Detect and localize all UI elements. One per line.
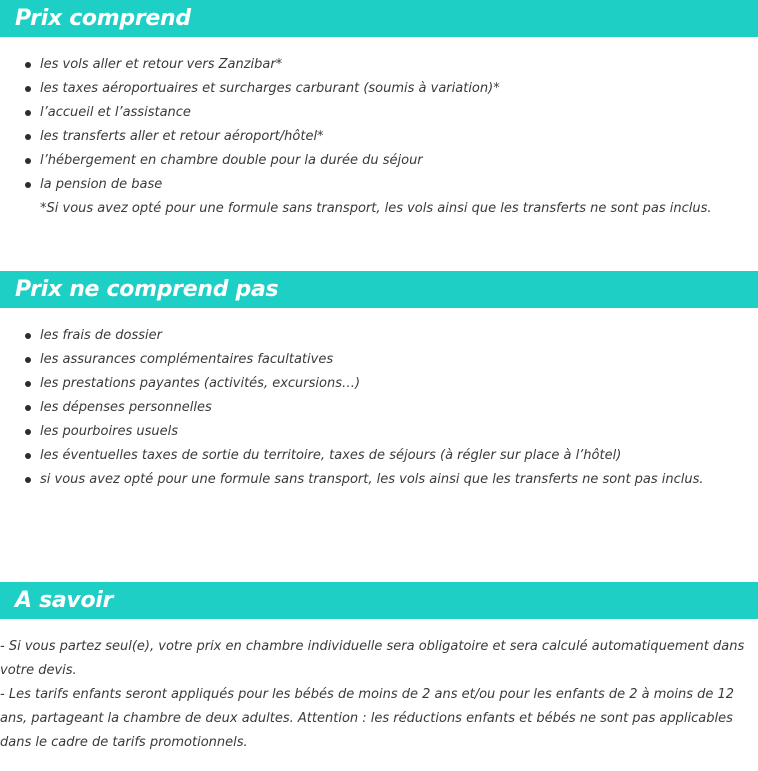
- section-header-prix-ne-comprend-pas: [0, 271, 758, 308]
- bullet-icon: [25, 381, 31, 387]
- bullet-icon: [25, 158, 31, 164]
- list-item-text: les frais de dossier: [40, 328, 163, 343]
- list-item: [0, 53, 500, 77]
- section-title: A savoir: [15, 588, 114, 613]
- bullet-icon: [25, 453, 31, 459]
- info-paragraph-single-room: - Si vous partez seul(e), votre prix en chambre individuelle sera obligatoire et sera calculé automatiquement dans votre devis.: [0, 639, 745, 678]
- list-item-text: les prestations payantes (activités, excursions…): [40, 376, 361, 391]
- list-item: [0, 468, 704, 492]
- section-header-a-savoir: [0, 582, 758, 619]
- list-item-text: les taxes aéroportuaires et surcharges carburant (soumis à variation)*: [40, 81, 500, 96]
- excluded-list: [0, 324, 704, 492]
- info-paragraph-child-rates: - Les tarifs enfants seront appliqués pour les bébés de moins de 2 ans et/ou pour les enfants de 2 à moins de 12 ans, partageant la chambre de deux adultes. Attention : les réductions enfants et bébés ne sont pas applicables dans le cadre de tarifs promotionnels.: [0, 687, 735, 750]
- bullet-icon: [25, 477, 31, 483]
- section-title: Prix comprend: [15, 6, 191, 31]
- bullet-icon: [25, 429, 31, 435]
- list-item: [0, 444, 704, 468]
- bullet-icon: [25, 182, 31, 188]
- list-item: [0, 101, 500, 125]
- list-item-text: les dépenses personnelles: [40, 400, 212, 415]
- list-item-text: les vols aller et retour vers Zanzibar*: [40, 57, 283, 72]
- section-title: Prix ne comprend pas: [15, 277, 279, 302]
- list-item-text: les transferts aller et retour aéroport/hôtel*: [40, 129, 324, 144]
- list-item-text: si vous avez opté pour une formule sans transport, les vols ainsi que les transferts ne sont pas inclus.: [40, 472, 704, 487]
- list-item: [0, 149, 500, 173]
- included-list: [0, 53, 500, 197]
- bullet-icon: [25, 110, 31, 116]
- bullet-icon: [25, 134, 31, 140]
- list-item-text: l’accueil et l’assistance: [40, 105, 191, 120]
- bullet-icon: [25, 62, 31, 68]
- list-item: [0, 125, 500, 149]
- list-item: [0, 324, 704, 348]
- bullet-icon: [25, 333, 31, 339]
- list-item-text: les assurances complémentaires facultatives: [40, 352, 334, 367]
- bullet-icon: [25, 405, 31, 411]
- list-item-text: les pourboires usuels: [40, 424, 179, 439]
- list-item: [0, 77, 500, 101]
- list-item: [0, 173, 500, 197]
- bullet-icon: [25, 357, 31, 363]
- transport-note: *Si vous avez opté pour une formule sans transport, les vols ainsi que les transferts ne sont pas inclus.: [40, 201, 712, 216]
- list-item-text: les éventuelles taxes de sortie du territoire, taxes de séjours (à régler sur place à l’hôtel): [40, 448, 622, 463]
- list-item-text: l’hébergement en chambre double pour la durée du séjour: [40, 153, 423, 168]
- list-item: [0, 372, 704, 396]
- list-item: [0, 420, 704, 444]
- section-header-prix-comprend: [0, 0, 758, 37]
- list-item: [0, 348, 704, 372]
- list-item: [0, 396, 704, 420]
- bullet-icon: [25, 86, 31, 92]
- list-item-text: la pension de base: [40, 177, 163, 192]
